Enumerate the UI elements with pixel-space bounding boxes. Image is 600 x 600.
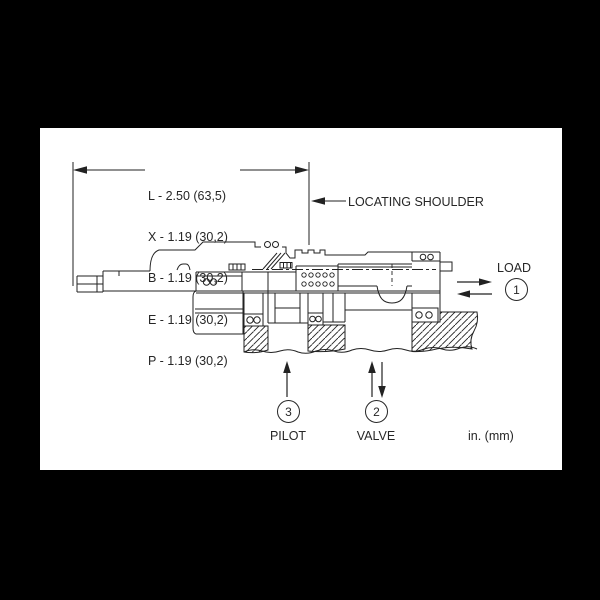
dimension-line: E - 1.19 (30,2) bbox=[148, 312, 228, 327]
port-3-badge: 3 bbox=[277, 400, 300, 423]
dimension-text-block bbox=[148, 162, 228, 397]
dimension-line: P - 1.19 (30,2) bbox=[148, 354, 228, 369]
units-label: in. (mm) bbox=[468, 429, 514, 443]
pilot-label: PILOT bbox=[269, 429, 307, 443]
manifold-hatching bbox=[244, 312, 478, 353]
port-1-badge: 1 bbox=[505, 278, 528, 301]
port-2-badge: 2 bbox=[365, 400, 388, 423]
locating-shoulder-label: LOCATING SHOULDER bbox=[348, 195, 484, 209]
dimension-line: X - 1.19 (30,2) bbox=[148, 229, 228, 244]
dimension-line: B - 1.19 (30,2) bbox=[148, 271, 228, 286]
load-label: LOAD bbox=[497, 261, 532, 275]
dimension-line: L - 2.50 (63,5) bbox=[148, 188, 227, 203]
valve-label: VALVE bbox=[356, 429, 396, 443]
valve-body bbox=[77, 242, 452, 335]
